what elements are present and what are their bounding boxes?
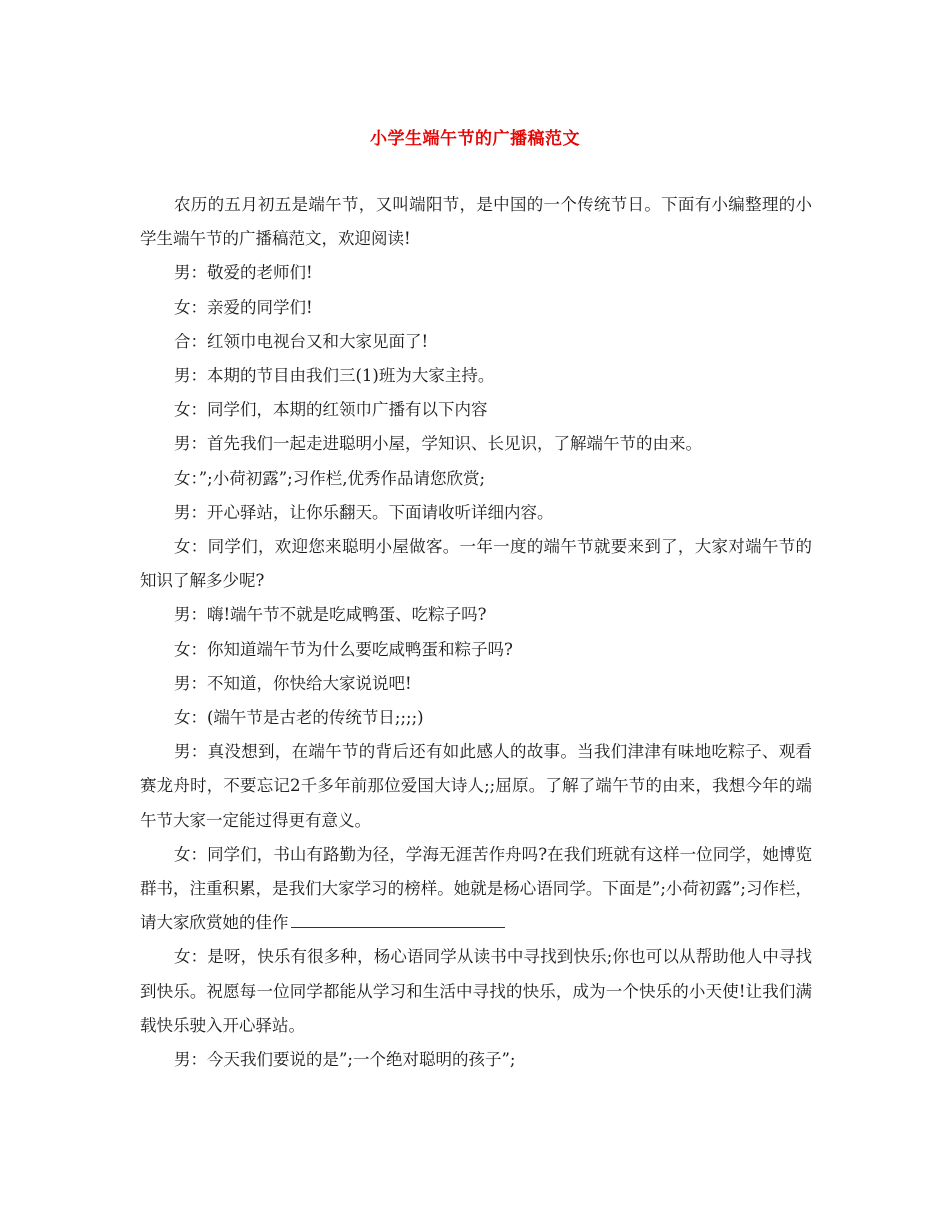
paragraph-line: 女：”;小荷初露”;习作栏,优秀作品请您欣赏; [174,468,486,488]
document-title: 小学生端午节的广播稿范文 [370,129,580,149]
paragraph-line: 女：你知道端午节为什么要吃咸鸭蛋和粽子吗? [174,639,513,659]
paragraph-line: 男：敬爱的老师们! [174,263,313,283]
paragraph-line: 男：真没想到，在端午节的背后还有如此感人的故事。当我们津津有味地吃粽子、观看赛龙舟时，不要忘记2千多年前那位爱国大诗人;;屈原。了解了端午节的由来，我想今年的端午节大家一定能过得更有意义。 [140,742,812,830]
paragraph-intro: 农历的五月初五是端午节，又叫端阳节，是中国的一个传统节日。下面有小编整理的小学生端午节的广播稿范文，欢迎阅读! [140,195,812,249]
fill-in-blank-line [291,913,505,928]
paragraph-line-with-blank [140,838,812,941]
paragraph-line: 男：嗨!端午节不就是吃咸鸭蛋、吃粽子吗? [174,605,487,625]
paragraph-line: 女：是呀，快乐有很多种，杨心语同学从读书中寻找到快乐;你也可以从帮助他人中寻找到快乐。祝愿每一位同学都能从学习和生活中寻找的快乐，成为一个快乐的小天使!让我们满载快乐驶入开心驿站。 [140,947,812,1035]
paragraph-text: 女：同学们，书山有路勤为径，学海无涯苦作舟吗?在我们班就有这样一位同学，她博览群书，注重积累，是我们大家学习的榜样。她就是杨心语同学。下面是”;小荷初露”;习作栏，请大家欣赏她的佳作 [140,844,812,933]
paragraph-line: 男：不知道，你快给大家说说吧! [174,673,412,693]
paragraph-line: 合：红领巾电视台又和大家见面了! [174,331,429,351]
paragraph-line: 女：亲爱的同学们! [174,297,313,317]
paragraph-line: 女：同学们，本期的红领巾广播有以下内容 [174,400,488,420]
paragraph-line: 女：同学们，欢迎您来聪明小屋做客。一年一度的端午节就要来到了，大家对端午节的知识了解多少呢? [140,537,812,591]
paragraph-line: 女：(端午节是古老的传统节日;;;;) [174,708,424,728]
paragraph-line: 男：本期的节目由我们三(1)班为大家主持。 [174,366,495,386]
paragraph-line: 男：今天我们要说的是”;一个绝对聪明的孩子”; [174,1050,516,1070]
document-body [140,188,812,1077]
paragraph-line: 男：首先我们一起走进聪明小屋，学知识、长见识，了解端午节的由来。 [174,434,702,454]
paragraph-line: 男：开心驿站，让你乐翻天。下面请收听详细内容。 [174,502,554,522]
